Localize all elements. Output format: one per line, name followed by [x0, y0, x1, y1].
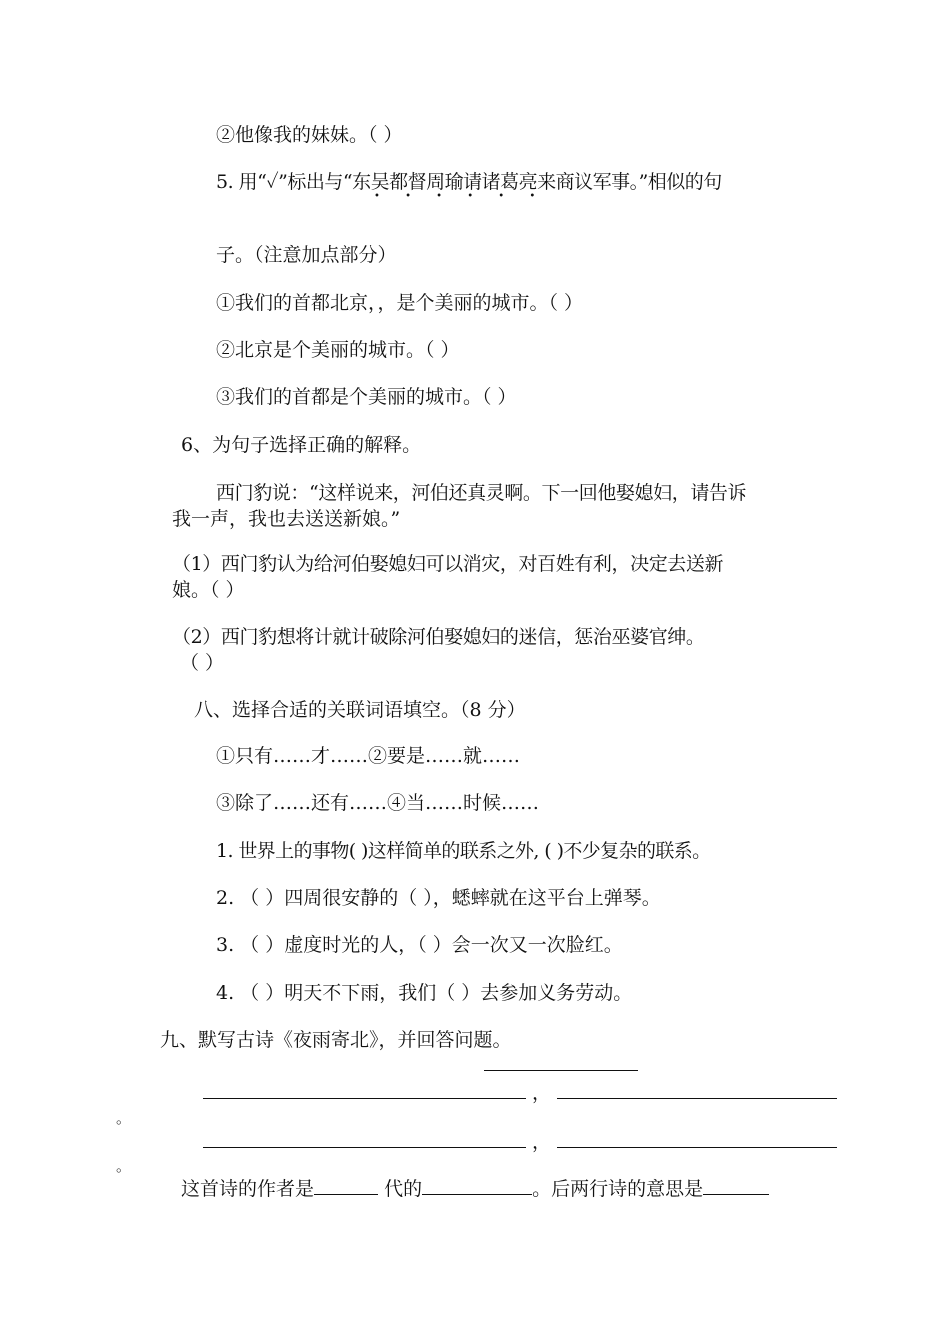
text-line: ③我们的首都是个美丽的城市。（ ）: [216, 386, 517, 408]
section-heading: 八、选择合适的关联词语填空。（8 分）: [194, 699, 526, 721]
text-line: ①我们的首都北京，，是个美丽的城市。（ ）: [216, 292, 584, 314]
answer-line[interactable]: [203, 1098, 526, 1099]
text-line: 娘。（ ）: [172, 579, 245, 601]
text-line: ②北京是个美丽的城市。（ ）: [216, 339, 460, 361]
text-line: 2. （ ）四周很安静的（ ），蟋蟀就在这平台上弹琴。: [216, 887, 661, 909]
author-blank[interactable]: [314, 1176, 378, 1195]
emphasis-dots: • • • • • •: [374, 191, 547, 202]
answer-line[interactable]: [203, 1147, 526, 1148]
text-line: 子。（注意加点部分）: [216, 244, 397, 266]
period-mark: 。: [116, 1109, 132, 1127]
text-line: ①只有……才……②要是……就……: [216, 745, 521, 767]
text-line: （1）西门豹认为给河伯娶媳妇可以消灾，对百姓有利，决定去送新: [172, 553, 724, 575]
text-line: 3. （ ）虚度时光的人，（ ）会一次又一次脸红。: [216, 934, 623, 956]
text-line: ②他像我的妹妹。（ ）: [216, 124, 403, 146]
text-line: （2）西门豹想将计就计破除河伯娶媳妇的迷信，惩治巫婆官绅。: [172, 626, 705, 648]
dynasty-blank[interactable]: [422, 1176, 532, 1195]
text-line: 4. （ ）明天不下雨，我们（ ）去参加义务劳动。: [216, 982, 633, 1004]
section-heading: 九、默写古诗《夜雨寄北》，并回答问题。: [160, 1029, 512, 1051]
text-line: ③除了……还有……④当……时候……: [216, 792, 540, 814]
question-text: 这首诗的作者是: [181, 1178, 315, 1200]
text-line: 西门豹说：“这样说来，河伯还真灵啊。下一回他娶媳妇，请告诉: [216, 482, 747, 504]
text-line: 我一声，我也去送送新娘。”: [172, 508, 401, 530]
text-line: （ ）: [180, 652, 225, 674]
answer-line[interactable]: [484, 1070, 638, 1071]
answer-line[interactable]: [557, 1098, 837, 1099]
comma-mark: ，: [532, 1082, 552, 1104]
text-line: 1. 世界上的事物( )这样简单的联系之外, ( )不少复杂的联系。: [216, 840, 711, 862]
text-line: 5. 用“✓”标出与“东吴都督周瑜请诸葛亮来商议军事。”相似的句: [216, 171, 722, 193]
question-heading: 6、为句子选择正确的解释。: [181, 434, 422, 456]
answer-line[interactable]: [557, 1147, 837, 1148]
meaning-blank[interactable]: [703, 1176, 769, 1195]
period-mark: 。: [116, 1157, 132, 1175]
comma-mark: ，: [532, 1131, 552, 1153]
question-text: 。后两行诗的意思是: [532, 1178, 704, 1200]
author-question: [181, 1176, 769, 1202]
question-text: 代的: [384, 1178, 423, 1200]
